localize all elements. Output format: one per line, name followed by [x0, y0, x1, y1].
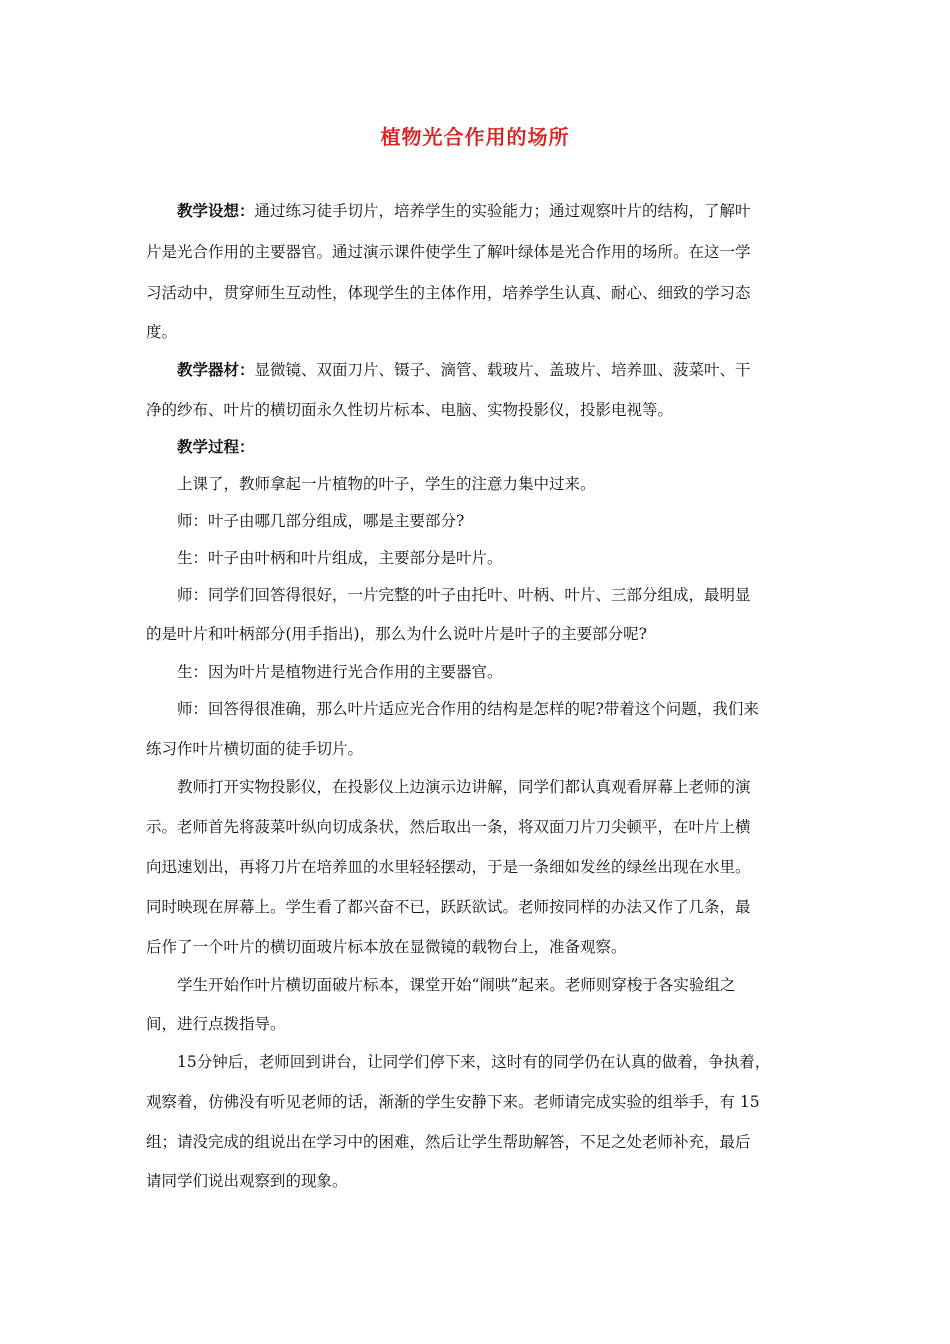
body-line: 学生开始作叶片横切面破片标本，课堂开始“闹哄”起来。老师则穿梭于各实验组之: [177, 976, 736, 994]
body-line: 教师打开实物投影仪，在投影仪上边演示边讲解，同学们都认真观看屏幕上老师的演: [177, 778, 751, 796]
body-line: 组；请没完成的组说出在学习中的困难，然后让学生帮助解答，不足之处老师补充，最后: [146, 1133, 751, 1151]
materials-label: 教学器材：: [177, 360, 255, 379]
body-line: 示。老师首先将菠菜叶纵向切成条状，然后取出一条，将双面刀片刀尖顿平，在叶片上横: [146, 818, 751, 836]
body-line: 同时映现在屏幕上。学生看了都兴奋不已，跃跃欲试。老师按同样的办法又作了几条，最: [146, 898, 751, 916]
design-line-1: 教学设想：通过练习徒手切片，培养学生的实验能力；通过观察叶片的结构，了解叶: [177, 201, 751, 220]
design-line-3: 习活动中，贯穿师生互动性，体现学生的主体作用，培养学生认真、耐心、细致的学习态: [146, 284, 751, 302]
body-line: 请同学们说出观察到的现象。: [146, 1172, 348, 1190]
body-line: 的是叶片和叶柄部分(用手指出)，那么为什么说叶片是叶子的主要部分呢?: [146, 625, 647, 643]
body-line: 后作了一个叶片的横切面玻片标本放在显微镜的载物台上，准备观察。: [146, 938, 627, 956]
body-line: 师：回答得很准确，那么叶片适应光合作用的结构是怎样的呢?带着这个问题，我们来: [177, 700, 759, 718]
body-line: 生：叶子由叶柄和叶片组成，主要部分是叶片。: [177, 549, 503, 567]
body-line: 向迅速划出，再将刀片在培养皿的水里轻轻摆动，于是一条细如发丝的绿丝出现在水里。: [146, 858, 751, 876]
body-line: 15分钟后，老师回到讲台，让同学们停下来，这时有的同学仍在认真的做着，争执着，: [177, 1053, 771, 1071]
body-line: 师：同学们回答得很好，一片完整的叶子由托叶、叶柄、叶片、三部分组成，最明显: [177, 586, 751, 604]
body-line: 上课了，教师拿起一片植物的叶子，学生的注意力集中过来。: [177, 475, 596, 493]
body-line: 师：叶子由哪几部分组成，哪是主要部分?: [177, 512, 465, 530]
page-title: 植物光合作用的场所: [380, 125, 570, 149]
body-line: 练习作叶片横切面的徒手切片。: [146, 740, 364, 758]
body-line: 生：因为叶片是植物进行光合作用的主要器官。: [177, 663, 503, 681]
body-line: 间，进行点拨指导。: [146, 1015, 286, 1033]
materials-line-1: 教学器材：显微镜、双面刀片、镊子、滴管、载玻片、盖玻片、培养皿、菠菜叶、干: [177, 360, 751, 379]
materials-line-2: 净的纱布、叶片的横切面永久性切片标本、电脑、实物投影仪，投影电视等。: [146, 401, 674, 419]
process-label: 教学过程：: [177, 437, 255, 456]
design-line-4: 度。: [146, 323, 178, 341]
body-line: 观察着，仿佛没有听见老师的话，渐渐的学生安静下来。老师请完成实验的组举手，有 15: [146, 1093, 760, 1111]
design-line-2: 片是光合作用的主要器官。通过演示课件使学生了解叶绿体是光合作用的场所。在这一学: [146, 243, 751, 261]
design-label: 教学设想：: [177, 201, 255, 220]
